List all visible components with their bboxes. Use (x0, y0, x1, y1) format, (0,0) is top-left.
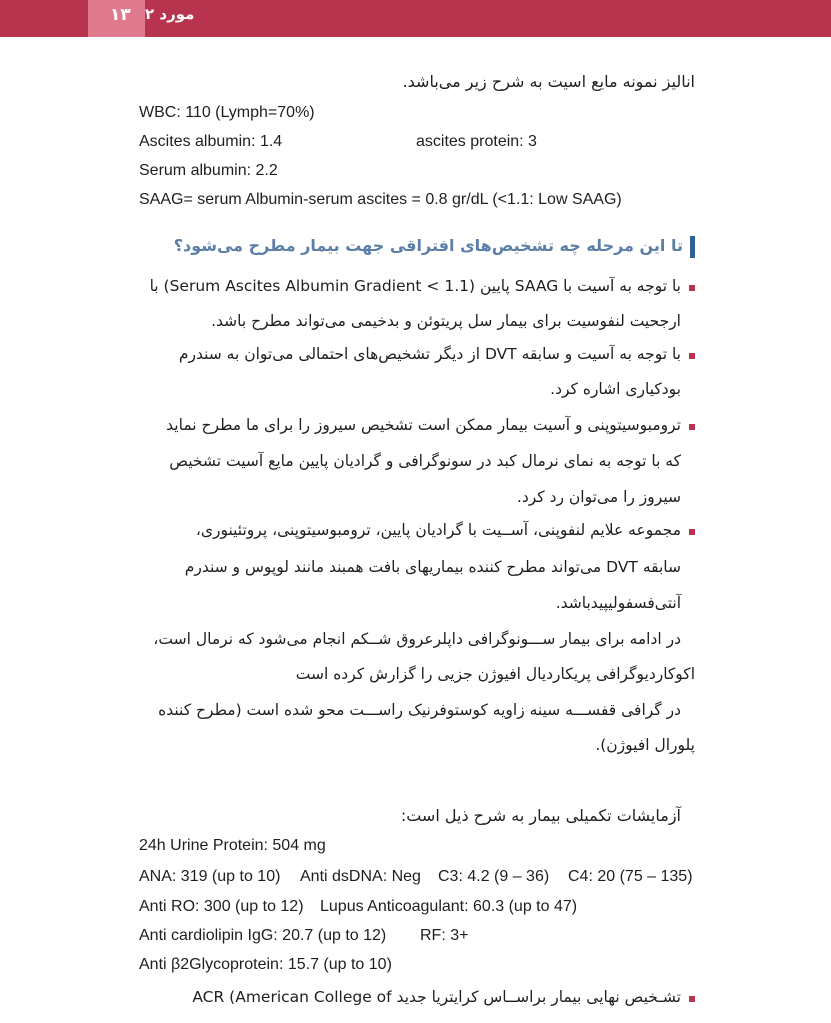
lab-urine-protein: 24h Urine Protein: 504 mg (139, 837, 326, 854)
lab-saag: SAAG= serum Albumin-serum ascites = 0.8 gr/dL (<1.1: Low SAAG) (139, 191, 622, 208)
final-diagnosis-bullet: تشـخیص نهایی بیمار براســاس کرایتریا جدید ACR (American College of (192, 988, 681, 1006)
lab-wbc: WBC: 110 (Lymph=70%) (139, 104, 315, 121)
bullet-3-line-3: سیروز را می‌توان رد کرد. (516, 488, 681, 506)
bullet-3-line-1: ترومبوسیتوپنی و آسیت بیمار ممکن است تشخیص سیروز را برای ما مطرح نماید (166, 416, 681, 434)
bullet-4-line-2: سابقه DVT می‌تواند مطرح کننده بیماریهای بافت همبند مانند لوپوس و سندرم (184, 558, 681, 576)
paragraph-line-2: اکوکاردیوگرافی پریکاردیال افیوژن جزیی را گزارش کرده است (295, 665, 695, 683)
lab-anti-ro: Anti RO: 300 (up to 12) (139, 898, 304, 915)
bullet-1-line-2: ارجحیت لنفوسیت برای بیمار سل پریتوئن و بدخیمی می‌تواند مطرح باشد. (211, 312, 681, 330)
bullet-marker (689, 424, 695, 430)
paragraph-line-4: پلورال افیوژن). (595, 736, 695, 754)
paragraph-line-3: در گرافی قفســـه سینه زاویه کوستوفرنیک راســـت محو شده است (مطرح کننده (158, 701, 681, 719)
bullet-marker (689, 529, 695, 535)
bullet-2-line-1: با توجه به آسیت و سابقه DVT از دیگر تشخیص‌های احتمالی می‌توان به سندرم (178, 345, 681, 363)
question-heading: تا این مرحله چه تشخیص‌های افتراقی جهت بیمار مطرح می‌شود؟ (173, 236, 683, 255)
lab-anti-cardiolipin: Anti cardiolipin IgG: 20.7 (up to 12) (139, 927, 387, 944)
bullet-4-line-3: آنتی‌فسفولیپیدباشد. (555, 594, 681, 612)
page-number: ۱۳ (110, 5, 131, 25)
case-label: مورد ۲ (145, 5, 195, 23)
lab-anti-b2-glycoprotein: Anti β2Glycoprotein: 15.7 (up to 10) (139, 956, 392, 973)
heading-accent-bar (690, 236, 695, 258)
bullet-marker (689, 285, 695, 291)
lab-c3: C3: 4.2 (9 – 36) (438, 868, 550, 885)
bullet-marker (689, 353, 695, 359)
lab-ascites-protein: ascites protein: 3 (416, 133, 537, 150)
lab-c4: C4: 20 (75 – 135) (568, 868, 693, 885)
lab-rf: RF: 3+ (420, 927, 469, 944)
lab-serum-albumin: Serum albumin: 2.2 (139, 162, 278, 179)
bullet-3-line-2: که با توجه به نمای نرمال کبد در سونوگرافی و گرادیان پایین مایع آسیت تشخیص (169, 452, 681, 470)
bullet-4-line-1: مجموعه علایم لنفوپنی، آســیت با گرادیان پایین، ترومبوسیتوپنی، پروتئینوری، (195, 521, 681, 539)
paragraph-line-1: در ادامه برای بیمار ســـونوگرافی داپلرعروق شــکم انجام می‌شود که نرمال است، (153, 630, 681, 648)
lab-ascites-albumin: Ascites albumin: 1.4 (139, 133, 283, 150)
lab-lupus-anticoagulant: Lupus Anticoagulant: 60.3 (up to 47) (320, 898, 578, 915)
bullet-2-line-2: بودکیاری اشاره کرد. (550, 380, 681, 398)
complementary-intro: آزمایشات تکمیلی بیمار به شرح ذیل است: (400, 806, 681, 825)
bullet-1-line-1: با توجه به آسیت با SAAG پایین (Serum Ascites Albumin Gradient < 1.1) با (149, 277, 681, 295)
bullet-marker (689, 996, 695, 1002)
lab-ana: ANA: 319 (up to 10) (139, 868, 281, 885)
lab-dsdna: Anti dsDNA: Neg (300, 868, 421, 885)
intro-text: انالیز نمونه مایع اسیت به شرح زیر می‌باشد. (402, 72, 695, 91)
